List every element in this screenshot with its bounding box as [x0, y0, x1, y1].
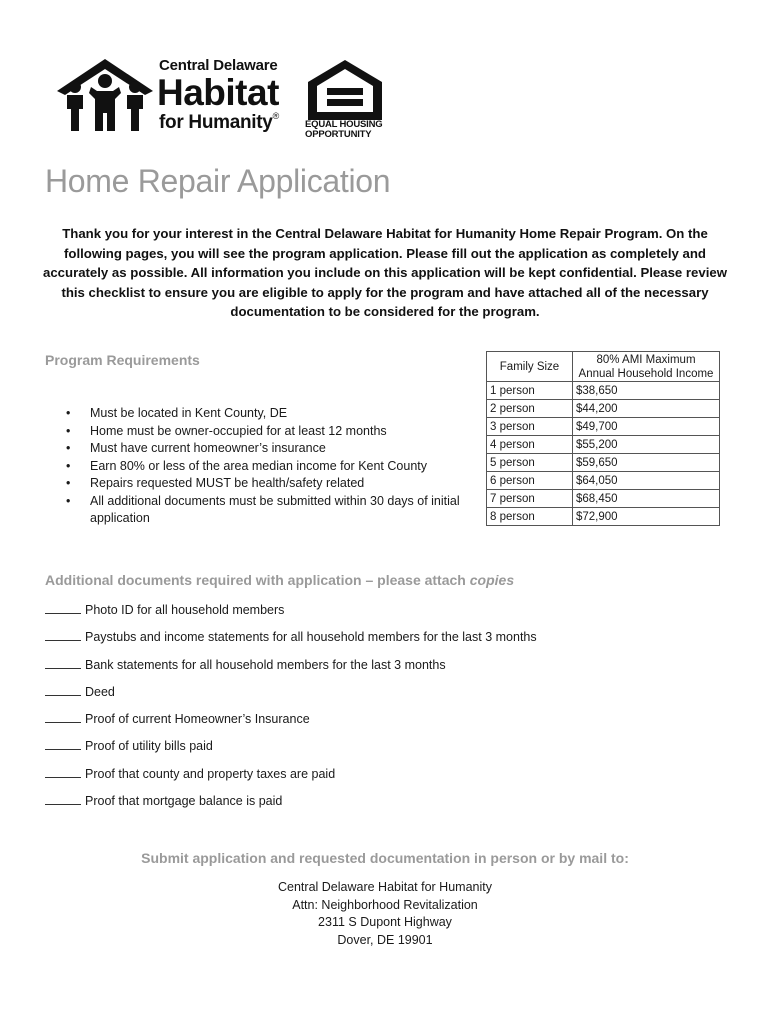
table-row [487, 436, 720, 454]
checklist-label: Deed [85, 684, 115, 699]
check-blank[interactable] [45, 602, 81, 614]
checklist-item [45, 793, 537, 820]
equal-housing-logo [305, 60, 385, 142]
header-family-size: Family Size [487, 352, 573, 382]
family-size-cell: 6 person [487, 472, 573, 490]
checklist-label: Proof of utility bills paid [85, 739, 213, 754]
income-cell: $72,900 [573, 508, 720, 526]
header-ami-line2: Annual Household Income [578, 367, 714, 380]
logo-org-line1: Central Delaware [159, 57, 278, 74]
requirement-item: • All additional documents must be submitted within 30 days of initial application [64, 493, 464, 528]
additional-documents-heading [45, 572, 514, 588]
program-requirements-heading: Program Requirements [45, 352, 200, 368]
header-ami-line1: 80% AMI Maximum [596, 353, 696, 366]
address-line: Dover, DE 19901 [337, 932, 433, 947]
family-size-cell: 2 person [487, 400, 573, 418]
registered-mark: ® [272, 111, 279, 121]
eho-line1: EQUAL HOUSING [305, 119, 383, 130]
table-header-row [487, 352, 720, 382]
header-ami-income [573, 352, 720, 382]
check-blank[interactable] [45, 711, 81, 723]
table-row [487, 508, 720, 526]
checklist-label: Photo ID for all household members [85, 603, 285, 617]
check-blank[interactable] [45, 738, 81, 750]
family-size-cell: 5 person [487, 454, 573, 472]
page-title: Home Repair Application [45, 163, 391, 199]
checklist-label: Proof that mortgage balance is paid [85, 794, 283, 809]
submit-heading: Submit application and requested documentation in person or by mail to: [141, 850, 629, 866]
habitat-people-house-icon [55, 57, 155, 133]
family-size-cell: 8 person [487, 508, 573, 526]
income-cell: $55,200 [573, 436, 720, 454]
check-blank[interactable] [45, 766, 81, 778]
logo-org-line2: Habitat [157, 72, 279, 113]
habitat-logo [55, 55, 295, 135]
requirement-item: • Earn 80% or less of the area median income for Kent County [64, 458, 464, 476]
income-cell: $59,650 [573, 454, 720, 472]
logo-org-line3 [159, 112, 279, 134]
equal-housing-text [305, 120, 385, 140]
docs-heading-emphasis: copies [469, 572, 515, 588]
income-cell: $64,050 [573, 472, 720, 490]
check-blank[interactable] [45, 657, 81, 669]
requirement-item: • Home must be owner-occupied for at least 12 months [64, 423, 464, 441]
table-row [487, 490, 720, 508]
checklist-item [45, 629, 537, 656]
table-row [487, 472, 720, 490]
checklist-item [45, 711, 537, 738]
checklist-item [45, 766, 537, 793]
address-line: Central Delaware Habitat for Humanity [278, 880, 492, 894]
income-cell: $44,200 [573, 400, 720, 418]
checklist-label: Paystubs and income statements for all household members for the last 3 months [85, 630, 537, 645]
check-blank[interactable] [45, 629, 81, 641]
requirement-item: • Must have current homeowner’s insurance [64, 440, 464, 458]
checklist-item [45, 684, 537, 711]
checklist-item [45, 657, 537, 684]
table-row [487, 382, 720, 400]
checklist-label: Proof that county and property taxes are paid [85, 766, 336, 781]
intro-paragraph: Thank you for your interest in the Central Delaware Habitat for Humanity Home Repair Program. On the following pages, you will see the program application. Please fill out the application as completely and accurately as possible. All information you include on this application will be kept confidential. Please review this checklist to ensure you are eligible to apply for the program and have attached all of the necessary documentation to be considered for the program. [43, 226, 727, 319]
check-blank[interactable] [45, 684, 81, 696]
requirements-list [64, 405, 464, 528]
family-size-cell: 3 person [487, 418, 573, 436]
income-limits-table [486, 351, 720, 526]
family-size-cell: 4 person [487, 436, 573, 454]
income-cell: $38,650 [573, 382, 720, 400]
table-row [487, 454, 720, 472]
family-size-cell: 1 person [487, 382, 573, 400]
table-row [487, 400, 720, 418]
equal-housing-house-icon [308, 60, 382, 120]
eho-line2: OPPORTUNITY [305, 129, 372, 140]
table-row [487, 418, 720, 436]
mailing-address [0, 879, 770, 949]
address-line: 2311 S Dupont Highway [318, 915, 452, 929]
income-cell: $68,450 [573, 490, 720, 508]
checklist-label: Proof of current Homeowner’s Insurance [85, 712, 310, 727]
requirement-item: • Repairs requested MUST be health/safety related [64, 475, 464, 493]
checklist-label: Bank statements for all household members for the last 3 months [85, 657, 446, 672]
address-line: Attn: Neighborhood Revitalization [292, 897, 478, 912]
documents-checklist [45, 602, 537, 820]
family-size-cell: 7 person [487, 490, 573, 508]
checklist-item [45, 602, 537, 629]
requirement-item: • Must be located in Kent County, DE [64, 405, 464, 423]
logo-org-line3-text: for Humanity [159, 112, 273, 133]
income-cell: $49,700 [573, 418, 720, 436]
docs-heading-text: Additional documents required with application – please attach [45, 572, 470, 588]
checklist-item [45, 738, 537, 765]
check-blank[interactable] [45, 793, 81, 805]
